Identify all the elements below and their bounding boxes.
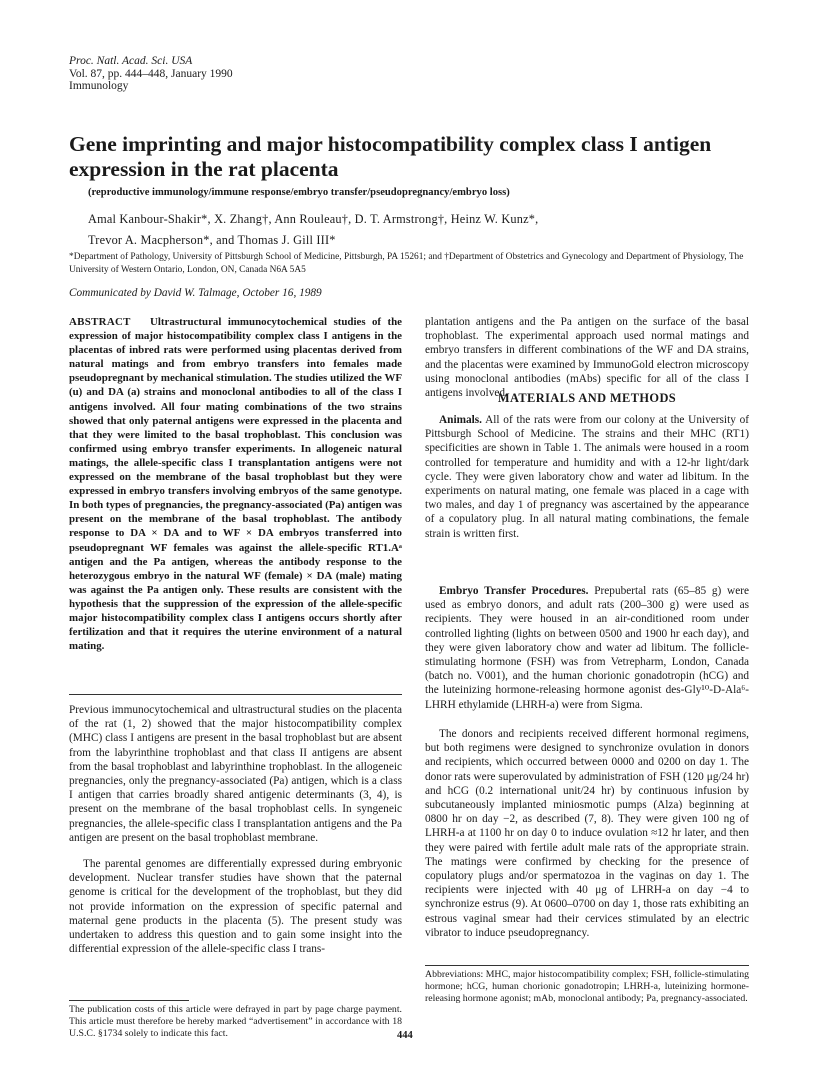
section-heading-methods: MATERIALS AND METHODS bbox=[497, 391, 677, 405]
abstract-heading: ABSTRACT bbox=[69, 316, 131, 328]
journal-section: Immunology bbox=[69, 80, 129, 92]
embryo-transfer-subheading: Embryo Transfer Procedures. bbox=[439, 585, 589, 597]
authors bbox=[88, 209, 788, 251]
intro-paragraph-2: The parental genomes are differentially expressed during embryonic development. Nuclear transfer studies have shown that the paternal genome is critical for the development of the trophoblast, but they did not provide information on the expression of specific paternal and maternal gene products in the placenta (5). The present study was undertaken to address this question and to gain some insight into the differential expression of the allele-specific class I trans- bbox=[69, 858, 402, 956]
journal-volume: Vol. 87, pp. 444–448, January 1990 bbox=[69, 67, 233, 80]
article-title: Gene imprinting and major histocompatibility complex class I antigen expression in the rat placenta bbox=[69, 132, 712, 181]
footnote-divider bbox=[69, 1000, 189, 1001]
keywords: (reproductive immunology/immune response/embryo transfer/pseudopregnancy/embryo loss) bbox=[88, 187, 510, 198]
embryo-transfer-text: Prepubertal rats (65–85 g) were used as embryo donors, and adult rats (200–300 g) were used as recipients. They were housed in an air-conditioned room under controlled lighting (lights on between 0500 and 1900 hr each day), and they were given laboratory chow and water ad libitum. The follicle-stimulating hormone (FSH) was from Vetrepharm, London, Canada (batch no. V001), and the human chorionic gonadotropin (hCG) and the luteinizing hormone-releasing hormone agonist des-Gly¹⁰-D-Ala⁶-LHRH ethylamide (LHRH-a) were from Sigma. bbox=[425, 585, 749, 711]
abstract-text: Ultrastructural immunocytochemical studies of the expression of major histocompatibility complex class I antigens in the placentas of inbred rats were performed using placentas derived from natural matings and from embryo transfers into females made pseudopregnant by mechanical stimulation. The studies utilized the WF (u) and DA (a) strains and monoclonal antibodies to all of the class I antigens involved. All four mating combinations of the two strains showed that only paternal antigens were expressed in the placenta and that they were limited to the basal trophoblast. This conclusion was confirmed using embryo transfer experiments. In allogeneic natural matings, the allele-specific class I transplantation antigens were not expressed on the membrane of the basal trophoblast but they were expressed in embryo transfers involving embryos of the same genotype. In both types of pregnancies, the pregnancy-associated (Pa) antigen was present on the membrane of the basal trophoblast. The antibody response to DA × DA and to WF × DA embryos transferred into pseudopregnant WF females was against the allele-specific RT1.Aᵃ antigen and the Pa antigen, whereas the antibody response to the heterozygous embryo in the natural WF (female) × DA (male) mating was against the Pa antigen only. These results are consistent with the hypothesis that the suppression of the expression of the allele-specific major histocompatibility complex class I antigens occurs shortly after fertilization and that it requires the uterine environment of a natural mating. bbox=[69, 316, 403, 653]
journal-header bbox=[69, 55, 233, 93]
abbreviations-divider bbox=[425, 965, 749, 966]
methods-embryo-transfer bbox=[425, 584, 749, 712]
methods-animals bbox=[425, 413, 749, 541]
animals-text: All of the rats were from our colony at the University of Pittsburgh School of Medicine. The strains and their MHC (RT1) specificities are shown in Table 1. The animals were housed in a room controlled for temperature and humidity and with a 12-hr light/dark cycle. They were given laboratory chow and water ad libitum. In the experiments on natural mating, one female was placed in a cage with two males, and day 1 of pregnancy was ascertained by the appearance of a copulatory plug. In all natural mating combinations, the female strain is written first. bbox=[425, 414, 750, 540]
authors-line-1: Amal Kanbour-Shakir*, X. Zhang†, Ann Rouleau†, D. T. Armstrong†, Heinz W. Kunz*, bbox=[88, 212, 539, 226]
affiliations: *Department of Pathology, University of Pittsburgh School of Medicine, Pittsburgh, PA 15261; and †Department of Obstetrics and Gynecology and Department of Physiology, The University of Western Ontario, London, ON, Canada N6A 5A5 bbox=[69, 252, 744, 275]
communicated-by: Communicated by David W. Talmage, October 16, 1989 bbox=[69, 287, 322, 299]
abstract-divider bbox=[69, 694, 402, 695]
abstract bbox=[69, 315, 402, 653]
intro-paragraph-1: Previous immunocytochemical and ultrastructural studies on the placenta of the rat (1, 2) showed that the major histocompatibility complex (MHC) class I antigens are present in the basal trophoblast but are absent from the labyrinthine trophoblast and that class II antigens are absent from the basal trophoblast and labyrinthine trophoblast. In the allogeneic pregnancies, only the pregnancy-associated (Pa) antigen, which is a class I antigen that carries broadly shared antigenic determinants (3, 4), is present on the membrane of the basal trophoblast cells. In syngeneic pregnancies, the allele-specific class I transplantation antigens and the Pa antigen are present on the basal trophoblast membrane. bbox=[69, 704, 402, 844]
authors-line-2: Trevor A. Macpherson*, and Thomas J. Gill III* bbox=[88, 233, 336, 247]
animals-subheading: Animals. bbox=[439, 414, 482, 426]
publication-cost-footnote: The publication costs of this article were defrayed in part by page charge payment. This article must therefore be hereby marked “advertisement” in accordance with 18 U.S.C. §1734 solely to indicate this fact. bbox=[69, 1004, 402, 1040]
abbreviations-footnote: Abbreviations: MHC, major histocompatibility complex; FSH, follicle-stimulating hormone; hCG, human chorionic gonadotropin; LHRH-a, luteinizing hormone-releasing hormone agonist; mAb, monoclonal antibody; Pa, pregnancy-associated. bbox=[425, 969, 749, 1005]
journal-name: Proc. Natl. Acad. Sci. USA bbox=[69, 55, 193, 67]
intro-paragraph-3: plantation antigens and the Pa antigen on the surface of the basal trophoblast. The experimental approach used normal matings and embryo transfers in different combinations of the WF and DA strains, and the placentas were examined by ImmunoGold electron microscopy using monoclonal antibodies (mAbs) specific for all of the class I antigens involved. bbox=[425, 316, 749, 400]
page-number: 444 bbox=[397, 1030, 413, 1041]
methods-hormonal-regimens: The donors and recipients received different hormonal regimens, but both regimens were designed to synchronize ovulation in donors and recipients, which occurred between 0000 and 0200 on day 1. The donor rats were superovulated by administration of FSH (120 μg/24 hr) and hCG (0.2 international unit/24 hr) by continuous infusion by subcutaneously implanted miniosmotic pumps (Alza) beginning at 0800 hr on day −2, as described (7, 8). They were given 100 ng of LHRH-a at 1100 hr on day 0 to induce ovulation ≈12 hr later, and then they were paired with fertile adult male rats of the appropriate strain. The matings were confirmed by checking for the presence of copulatory plugs and/or spermatozoa in the vaginas on day 1. The recipients were injected with 40 μg of LHRH-a on day −4 to synchronize estrus (9). At 0600–0700 on day 1, those rats exhibiting an estrous vaginal smear had their cervices stimulated by an electric vibrator to induce pseudopregnancy. bbox=[425, 728, 749, 939]
